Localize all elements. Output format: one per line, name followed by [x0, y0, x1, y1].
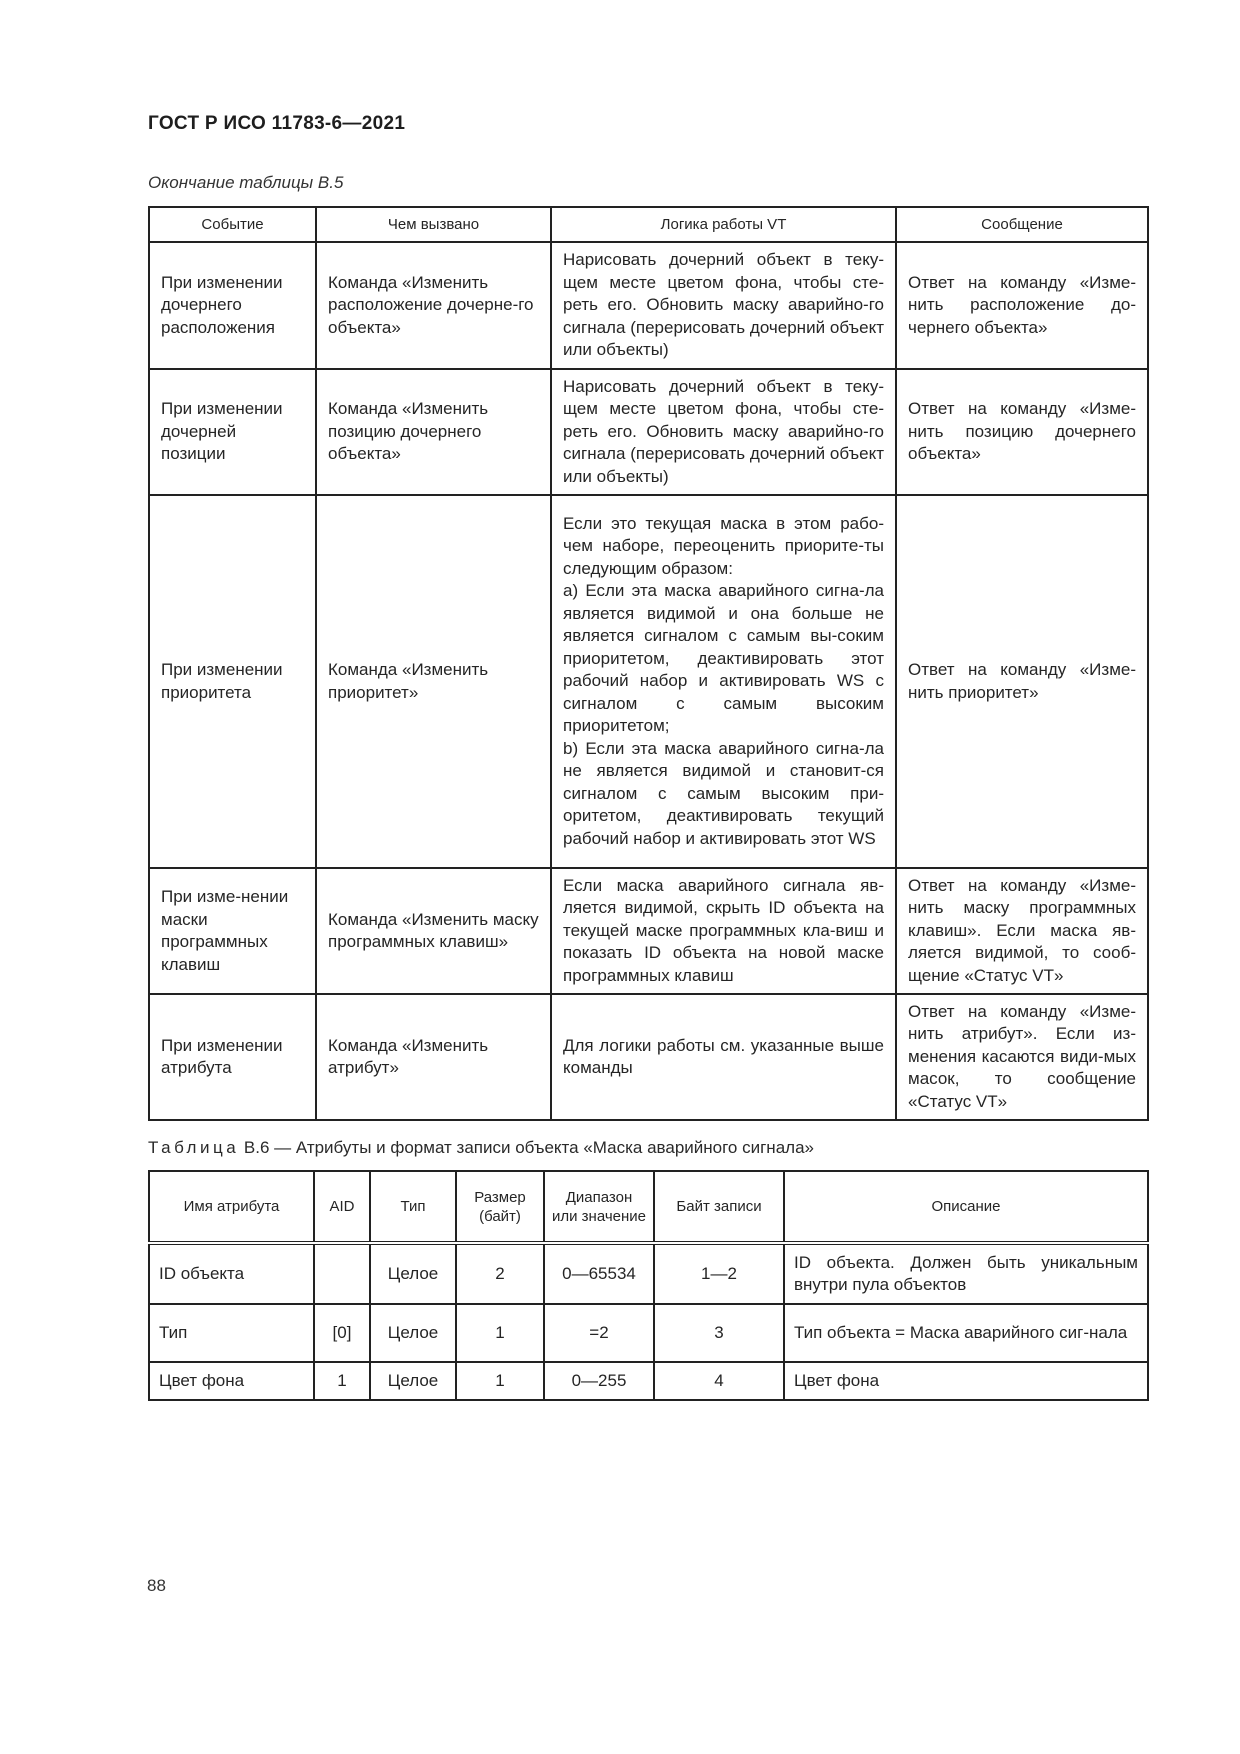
column-header: Описание: [784, 1171, 1148, 1243]
logic-cell: Если маска аварийного сигнала яв-ляется видимой, скрыть ID объекта на текущей маске программных кла-виш и показать ID объекта на новой маске программных клавиш: [551, 868, 896, 994]
message-cell: Ответ на команду «Изме-нить маску программных клавиш». Если маска яв-ляется видимой, то сооб-щение «Статус VT»: [896, 868, 1148, 994]
event-cell: При изменении дочернего расположения: [149, 242, 316, 369]
table-row: [149, 495, 1148, 868]
column-header: AID: [314, 1171, 370, 1243]
column-header: Тип: [370, 1171, 456, 1243]
page-number: 88: [147, 1576, 166, 1595]
cause-cell: Команда «Изменить маску программных клавиш»: [316, 868, 551, 994]
message-cell: Ответ на команду «Изме-нить атрибут». Если из-менения касаются види-мых масок, то сообщение «Статус VT»: [896, 994, 1148, 1120]
event-cell: При изменении атрибута: [149, 994, 316, 1120]
column-header: Событие: [149, 207, 316, 242]
event-cell: При изме-нении маски программных клавиш: [149, 868, 316, 994]
table-row: [149, 868, 1148, 994]
table-b6: [148, 1170, 1149, 1401]
cause-cell: Команда «Изменить атрибут»: [316, 994, 551, 1120]
table-row: [149, 369, 1148, 495]
logic-cell: Для логики работы см. указанные выше команды: [551, 994, 896, 1120]
event-cell: При изменении приоритета: [149, 495, 316, 868]
table-row: [149, 242, 1148, 369]
attribute-name-cell: Тип: [149, 1304, 314, 1362]
description-cell: ID объекта. Должен быть уникальным внутри пула объектов: [784, 1243, 1148, 1304]
logic-item-b: b) Если эта маска аварийного сигна-ла не является видимой и становит-ся сигналом с самым высоким при-оритетом, деактивировать текущий рабочий набор и активировать этот WS: [563, 738, 884, 848]
description-cell: Тип объекта = Маска аварийного сиг-нала: [784, 1304, 1148, 1362]
size-cell: 2: [456, 1243, 544, 1304]
aid-cell: 1: [314, 1362, 370, 1400]
table-continuation-caption: Окончание таблицы В.5: [148, 173, 344, 192]
logic-cell: Нарисовать дочерний объект в теку-щем месте цветом фона, чтобы сте-реть его. Обновить маску аварийно-го сигнала (перерисовать дочерний объект или объекты): [551, 369, 896, 495]
table-row: [149, 1362, 1148, 1400]
table-header-row: [149, 207, 1148, 242]
column-header: Имя атрибута: [149, 1171, 314, 1243]
logic-intro: Если это текущая маска в этом рабо-чем наборе, переоценить приорите-ты следующим образом:: [563, 513, 884, 578]
table-title: В.6 — Атрибуты и формат записи объекта «Маска аварийного сигнала»: [243, 1138, 814, 1157]
cause-cell: Команда «Изменить приоритет»: [316, 495, 551, 868]
table-header-row: [149, 1171, 1148, 1243]
type-cell: Целое: [370, 1243, 456, 1304]
record-byte-cell: 1—2: [654, 1243, 784, 1304]
attribute-name-cell: ID объекта: [149, 1243, 314, 1304]
aid-cell: [314, 1243, 370, 1304]
cause-cell: Команда «Изменить расположение дочерне-го объекта»: [316, 242, 551, 369]
column-header: Сообщение: [896, 207, 1148, 242]
record-byte-cell: 4: [654, 1362, 784, 1400]
range-cell: 0—65534: [544, 1243, 654, 1304]
column-header: Диапазон или значение: [544, 1171, 654, 1243]
document-title: ГОСТ Р ИСО 11783-6—2021: [148, 113, 406, 134]
column-header: Логика работы VT: [551, 207, 896, 242]
cause-cell: Команда «Изменить позицию дочернего объекта»: [316, 369, 551, 495]
attribute-name-cell: Цвет фона: [149, 1362, 314, 1400]
logic-cell: [551, 495, 896, 868]
table-label: Таблица: [148, 1138, 240, 1157]
table-row: [149, 1243, 1148, 1304]
aid-cell: [0]: [314, 1304, 370, 1362]
record-byte-cell: 3: [654, 1304, 784, 1362]
message-cell: Ответ на команду «Изме-нить приоритет»: [896, 495, 1148, 868]
range-cell: =2: [544, 1304, 654, 1362]
type-cell: Целое: [370, 1362, 456, 1400]
logic-item-a: a) Если эта маска аварийного сигна-ла является видимой и она больше не является сигналом с самым вы-соким приоритетом, деактивировать этот рабочий набор и активировать WS с сигналом с самым высоким приоритетом;: [563, 581, 884, 736]
table-b6-caption: [148, 1138, 814, 1158]
size-cell: 1: [456, 1362, 544, 1400]
table-row: [149, 1304, 1148, 1362]
message-cell: Ответ на команду «Изме-нить позицию дочернего объекта»: [896, 369, 1148, 495]
range-cell: 0—255: [544, 1362, 654, 1400]
logic-cell: Нарисовать дочерний объект в теку-щем месте цветом фона, чтобы сте-реть его. Обновить маску аварийно-го сигнала (перерисовать дочерний объект или объекты): [551, 242, 896, 369]
table-b5: [148, 206, 1149, 1121]
column-header: Размер (байт): [456, 1171, 544, 1243]
message-cell: Ответ на команду «Изме-нить расположение до-чернего объекта»: [896, 242, 1148, 369]
size-cell: 1: [456, 1304, 544, 1362]
type-cell: Целое: [370, 1304, 456, 1362]
event-cell: При изменении дочерней позиции: [149, 369, 316, 495]
table-row: [149, 994, 1148, 1120]
description-cell: Цвет фона: [784, 1362, 1148, 1400]
column-header: Чем вызвано: [316, 207, 551, 242]
column-header: Байт записи: [654, 1171, 784, 1243]
